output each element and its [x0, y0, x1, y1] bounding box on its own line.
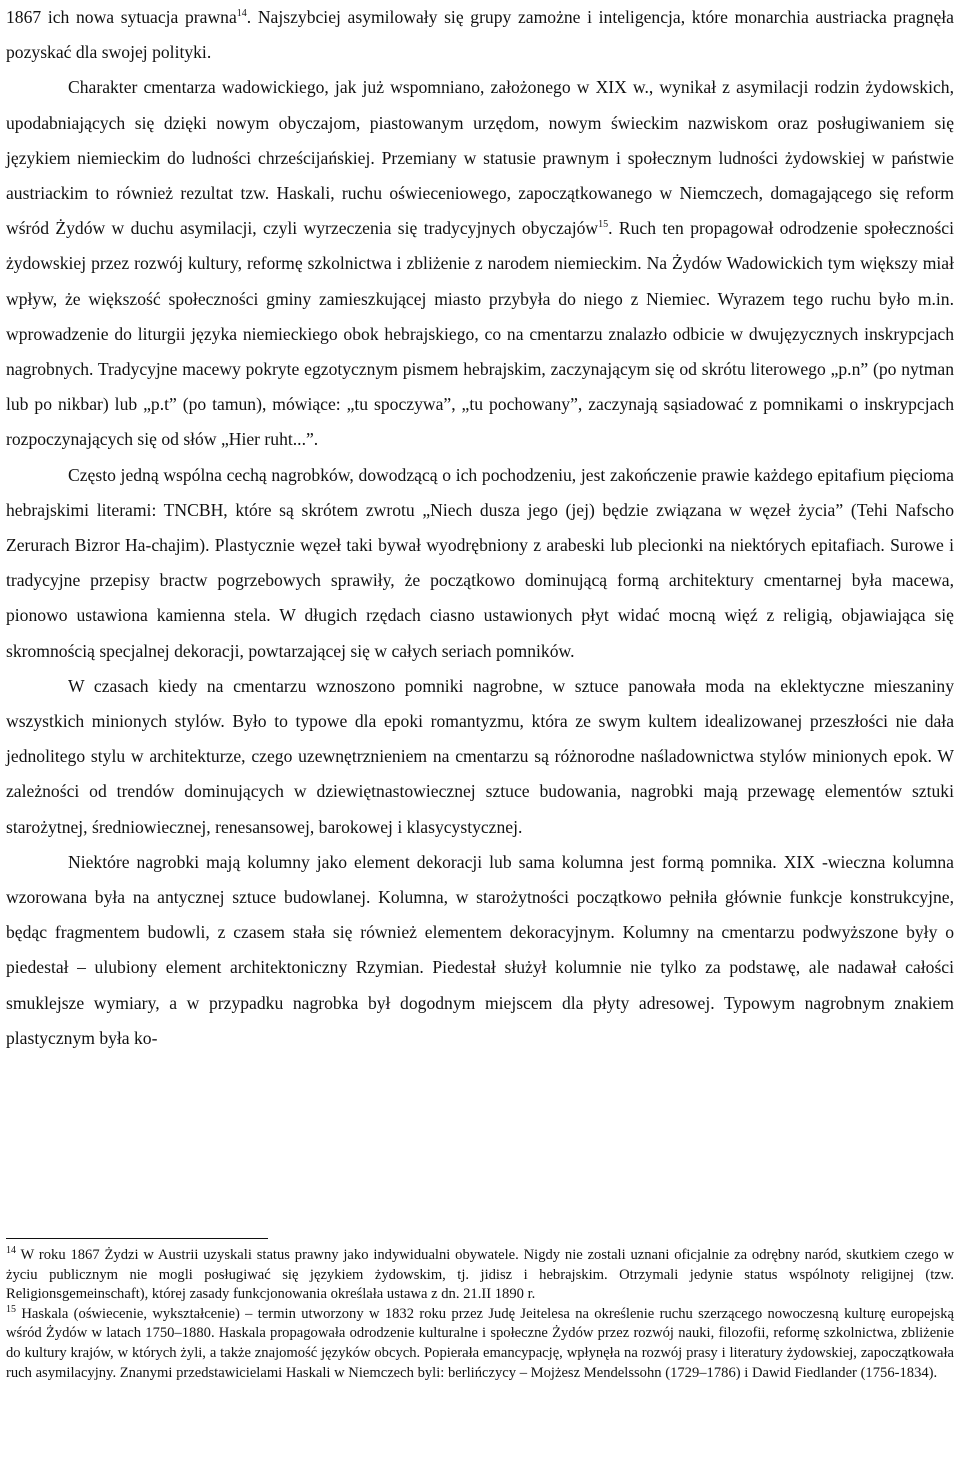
- main-text: [6, 0, 954, 1056]
- paragraph-5: Niektóre nagrobki mają kolumny jako element dekoracji lub sama kolumna jest formą pomnika. XIX -wieczna kolumna wzorowana była na antycznej sztuce budowlanej. Kolumna, w starożytności początkowo pełniła głównie funkcje konstrukcyjne, będąc fragmentem budowli, z czasem stała się również elementem dekoracyjnym. Kolumny na cmentarzu podwyższone były o piedestał – ulubiony element architektoniczny Rzymian. Piedestał służył kolumnie nie tylko za podstawę, ale nadawał całości smuklejsze wymiary, a w przypadku nagrobka był dogodnym miejscem dla płyty adresowej. Typowym nagrobnym znakiem plastycznym była ko-: [6, 851, 954, 1048]
- paragraph-2-text-a: Charakter cmentarza wadowickiego, jak już wspomniano, założonego w XIX w., wynikał z asymilacji rodzin żydowskich, upodabniających się dzięki nowym obyczajom, piastowanym urzędom, nowym świeckim nazwiskom oraz posługiwaniem się językiem niemieckim do ludności chrześcijańskiej. Przemiany w statusie prawnym i społecznym ludności żydowskiej w państwie austriackim to również rezultat tzw. Haskali, ruchu oświeceniowego, zapoczątkowanego w Niemczech, domagającego się reform wśród Żydów w duchu asymilacji, czyli wyrzeczenia się tradycyjnych obyczajów: [6, 77, 954, 239]
- paragraph-2-text-b: . Ruch ten propagował odrodzenie społeczności żydowskiej przez rozwój kultury, reformę szkolnictwa i zbliżenie z narodem niemieckim. Na Żydów Wadowickich tym większy miał wpływ, że większość społeczności gminy zamieszkującej miasto przybyła do niego z Niemiec. Wyrazem tego ruchu było m.in. wprowadzenie do liturgii języka niemieckiego obok hebrajskiego, co na cmentarzu znalazło odbicie w dwujęzycznych inskrypcjach nagrobnych. Tradycyjne macewy pokryte egzotycznym pismem hebrajskim, zaczynającym się od skrótu literowego „p.n” (po nytman lub po nikbar) lub „p.t” (po tamun), mówiące: „tu spoczywa”, „tu pochowany”, zaczynają sąsiadować z pomnikami o inskrypcjach rozpoczynających się od słów „Hier ruht...”.: [6, 218, 954, 450]
- document-page: [6, 0, 954, 1056]
- footnote-ref-14[interactable]: 14: [236, 8, 247, 20]
- paragraph-1-text-b: . Najszybciej asymilowały się grupy zamożne i inteligencja, które monarchia austriacka pragnęła pozyskać dla swojej polityki.: [6, 7, 954, 63]
- footnote-divider: [6, 1238, 268, 1239]
- paragraph-3: Często jedną wspólna cechą nagrobków, dowodzącą o ich pochodzeniu, jest zakończenie prawie każdego epitafium pięcioma hebrajskimi literami: TNCBH, które są skrótem zwrotu „Niech dusza jego (jej) będzie związana w węzeł życia” (Tehi Nafscho Zerurach Bizror Ha-chajim). Plastycznie węzeł taki bywał wyodrębniony z arabeski lub plecionki na niektórych epitafiach. Surowe i tradycyjne przepisy bractw pogrzebowych sprawiły, że początkowo dominującą formą architektury cmentarnej była macewa, pionowo ustawiona kamienna stela. W długich rzędach ciasno ustawionych płyt widać mocną więź z religią, objawiająca się skromnością specjalnej dekoracji, powtarzającej się w całych seriach pomników.: [6, 464, 954, 661]
- paragraph-4: W czasach kiedy na cmentarzu wznoszono pomniki nagrobne, w sztuce panowała moda na eklektyczne mieszaniny wszystkich minionych stylów. Było to typowe dla epoki romantyzmu, która ze swym kultem idealizowanej przeszłości nie dała jednolitego stylu w architekturze, czego uzewnętrznieniem na cmentarzu są różnorodne naśladownictwa stylów minionych epok. W zależności od trendów dominujących w dziewiętnastowiecznej sztuce budowania, nagrobki mają przewagę elementów sztuki starożytnej, średniowiecznej, renesansowej, barokowej i klasycystycznej.: [6, 675, 954, 837]
- paragraph-2: [6, 70, 954, 457]
- footnote-number-15: 15: [6, 1303, 16, 1315]
- footnote-number-14: 14: [6, 1245, 16, 1257]
- paragraph-1-text-a: 1867 ich nowa sytuacja prawna: [6, 7, 237, 27]
- footnote-14-text: W roku 1867 Żydzi w Austrii uzyskali status prawny jako indywidualni obywatele. Nigdy nie zostali uznani oficjalnie za odrębny naród, skutkiem czego w życiu publicznym nie mogli posługiwać się językiem żydowskim, tj. jidisz i hebrajskim. Otrzymali jedynie status wspólnoty religijnej (tzw. Religionsgemeinschaft), której zasady funkcjonowania określała ustawa z dn. 21.II 1890 r.: [6, 1247, 954, 1303]
- footnote-15-text: Haskala (oświecenie, wykształcenie) – termin utworzony w 1832 roku przez Judę Jeitelesa na określenie ruchu szerzącego nowoczesną kulturę europejską wśród Żydów w latach 1750–1880. Haskala propagowała odrodzenie kulturalne i społeczne Żydów przez rozwój nauki, filozofii, reformę szkolnictwa, zbliżenie do kultury krajów, w których żyli, a także znajomość języków obcych. Popierała emancypację, wpłynęła na rozwój prasy i literatury żydowskiej, zapoczątkowała ruch asymilacyjny. Znanymi przedstawicielami Haskali w Niemczech byli: berlińczycy – Mojżesz Mendelssohn (1729–1786) i Dawid Fiedlander (1756-1834).: [6, 1305, 954, 1381]
- footnote-ref-15[interactable]: 15: [598, 219, 609, 231]
- footnote-14: [6, 1246, 954, 1305]
- footnotes: [6, 1246, 954, 1383]
- paragraph-1: [6, 0, 954, 70]
- footnote-15: [6, 1305, 954, 1383]
